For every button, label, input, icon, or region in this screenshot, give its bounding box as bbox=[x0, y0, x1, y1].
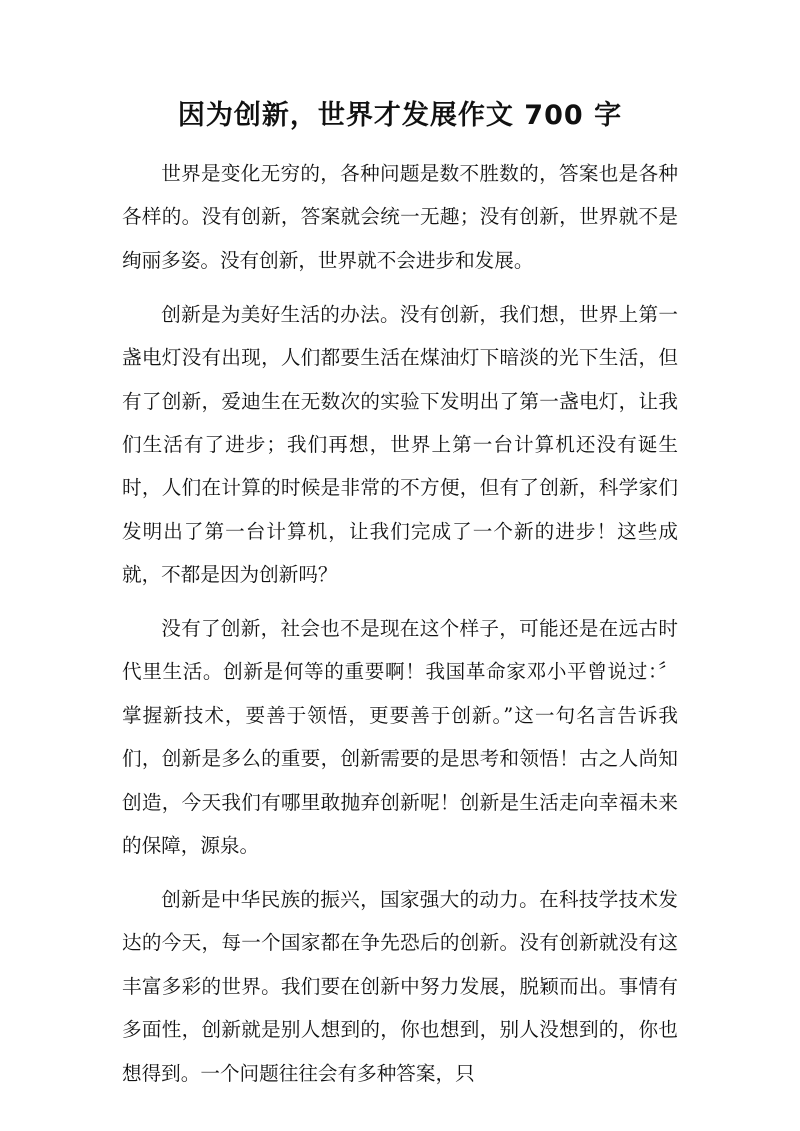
paragraph-4: 创新是中华民族的振兴，国家强大的动力。在科技学技术发达的今天，每一个国家都在争先恐后的创新。没有创新就没有这丰富多彩的世界。我们要在创新中努力发展，脱颖而出。事情有多面性，创新就是别人想到的，你也想到，别人没想到的，你也想得到。一个问题往往会有多种答案，只 bbox=[122, 888, 678, 1085]
document-title: 因为创新，世界才发展作文 700 字 bbox=[177, 100, 623, 131]
paragraph-1: 世界是变化无穷的，各种问题是数不胜数的，答案也是各种各样的。没有创新，答案就会统一无趣；没有创新，世界就不是绚丽多姿。没有创新，世界就不会进步和发展。 bbox=[122, 162, 678, 272]
paragraph-2: 创新是为美好生活的办法。没有创新，我们想，世界上第一盏电灯没有出现，人们都要生活在煤油灯下暗淡的光下生活，但有了创新，爱迪生在无数次的实验下发明出了第一盏电灯，让我们生活有了进步；我们再想，世界上第一台计算机还没有诞生时，人们在计算的时候是非常的不方便，但有了创新，科学家们发明出了第一台计算机，让我们完成了一个新的进步！这些成就，不都是因为创新吗？ bbox=[122, 302, 678, 587]
document-body bbox=[122, 152, 678, 1106]
paragraph-3: 没有了创新，社会也不是现在这个样子，可能还是在远古时代里生活。创新是何等的重要啊！我国革命家邓小平曾说过：〞掌握新技术，要善于领悟，更要善于创新。”这一句名言告诉我们，创新是多么的重要，创新需要的是思考和领悟！古之人尚知创造，今天我们有哪里敢抛弃创新呢！创新是生活走向幸福未来的保障，源泉。 bbox=[122, 617, 678, 858]
